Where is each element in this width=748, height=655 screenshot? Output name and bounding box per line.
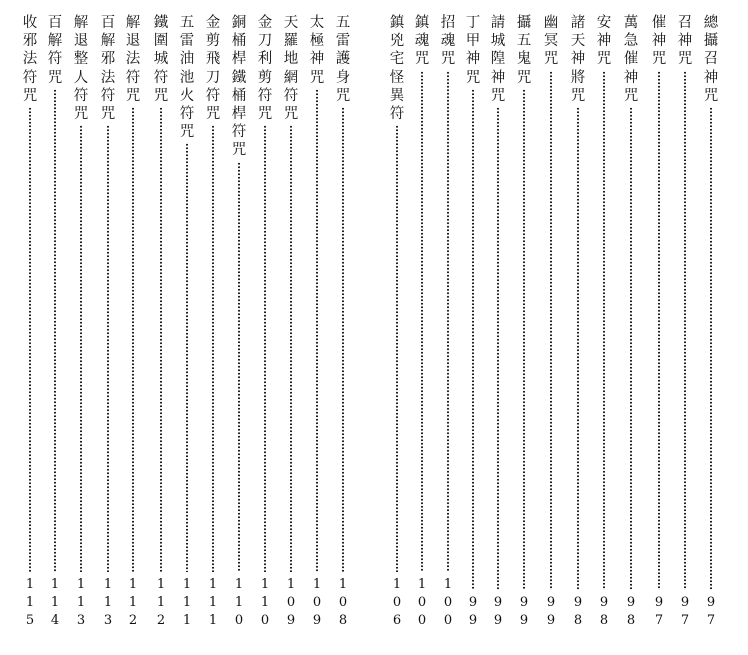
toc-entry-page-number: 1 1 3: [103, 577, 113, 628]
toc-entry[interactable]: [411, 14, 433, 630]
toc-entry-title: 鎮 兇 宅 怪 異 符: [389, 15, 405, 122]
dot-leader: [160, 107, 162, 572]
toc-entry-title: 催 神 咒: [651, 15, 667, 68]
dot-leader: [132, 107, 134, 572]
toc-entry-page-number: 1 1 0: [234, 577, 244, 628]
toc-entry-page-number: 1 1 0: [260, 577, 270, 628]
toc-entry[interactable]: [228, 14, 250, 630]
dot-leader: [603, 71, 605, 590]
dot-leader: [316, 89, 318, 572]
toc-entry-title: 金 剪 飛 刀 符 咒: [205, 15, 221, 122]
toc-entry-title: 百 解 符 咒: [47, 15, 63, 86]
dot-leader: [684, 71, 686, 590]
toc-entry-title: 解 退 整 人 符 咒: [73, 15, 89, 122]
toc-entry-page-number: 1 1 1: [208, 577, 218, 628]
toc-entry[interactable]: [386, 14, 408, 630]
toc-entry-title: 太 極 神 咒: [309, 15, 325, 86]
dot-leader: [577, 107, 579, 590]
toc-entry-title: 鐵 圍 城 符 咒: [153, 15, 169, 104]
dot-leader: [212, 125, 214, 572]
toc-entry-page-number: 1 1 4: [50, 577, 60, 628]
dot-leader: [497, 107, 499, 590]
toc-entry[interactable]: [674, 14, 696, 630]
toc-entry-title: 收 邪 法 符 咒: [22, 15, 38, 104]
toc-entry-page-number: 9 7: [706, 595, 716, 628]
dot-leader: [238, 162, 240, 573]
toc-entry[interactable]: [306, 14, 328, 630]
dot-leader: [396, 125, 398, 572]
toc-entry-title: 安 神 咒: [596, 15, 612, 68]
dot-leader: [29, 107, 31, 572]
toc-entry[interactable]: [97, 14, 119, 630]
toc-entry-page-number: 1 1 1: [182, 577, 192, 628]
toc-entry[interactable]: [487, 14, 509, 630]
dot-leader: [342, 107, 344, 572]
toc-entry-page-number: 1 0 9: [286, 577, 296, 628]
dot-leader: [264, 125, 266, 572]
toc-entry-page-number: 9 9: [519, 595, 529, 628]
toc-entry[interactable]: [280, 14, 302, 630]
toc-entry-page-number: 9 9: [546, 595, 556, 628]
dot-leader: [447, 71, 449, 572]
toc-entry-page-number: 1 1 2: [156, 577, 166, 628]
toc-entry-page-number: 9 7: [680, 595, 690, 628]
toc-entry-page-number: 1 0 9: [312, 577, 322, 628]
toc-entry[interactable]: [70, 14, 92, 630]
dot-leader: [550, 71, 552, 590]
toc-entry[interactable]: [462, 14, 484, 630]
toc-entry[interactable]: [567, 14, 589, 630]
toc-entry-page-number: 9 9: [468, 595, 478, 628]
toc-entry-page-number: 1 0 6: [392, 577, 402, 628]
toc-entry[interactable]: [176, 14, 198, 630]
toc-entry-page-number: 1 0 0: [443, 577, 453, 628]
toc-entry-page-number: 1 1 2: [128, 577, 138, 628]
dot-leader: [630, 107, 632, 590]
toc-entry-page-number: 9 8: [626, 595, 636, 628]
toc-entry[interactable]: [437, 14, 459, 630]
toc-entry-page-number: 9 7: [654, 595, 664, 628]
dot-leader: [107, 125, 109, 572]
toc-entry-title: 幽 冥 咒: [543, 15, 559, 68]
toc-entry-page-number: 9 8: [573, 595, 583, 628]
toc-entry-title: 總 攝 召 神 咒: [703, 15, 719, 104]
toc-entry[interactable]: [540, 14, 562, 630]
toc-entry[interactable]: [150, 14, 172, 630]
dot-leader: [290, 125, 292, 572]
toc-entry-title: 請 城 隍 神 咒: [490, 15, 506, 104]
toc-entry[interactable]: [648, 14, 670, 630]
toc-entry-title: 天 羅 地 網 符 咒: [283, 15, 299, 122]
dot-leader: [710, 107, 712, 590]
toc-entry-page-number: 1 1 5: [25, 577, 35, 628]
toc-entry-page-number: 1 1 3: [76, 577, 86, 628]
toc-entry-page-number: 1 0 8: [338, 577, 348, 628]
toc-entry[interactable]: [700, 14, 722, 630]
dot-leader: [54, 89, 56, 572]
toc-entry[interactable]: [620, 14, 642, 630]
toc-entry-page-number: 9 9: [493, 595, 503, 628]
toc-entry-page-number: 9 8: [599, 595, 609, 628]
toc-entry-title: 解 退 法 符 咒: [125, 15, 141, 104]
toc-entry[interactable]: [19, 14, 41, 630]
toc-entry-title: 五 雷 油 池 火 符 咒: [179, 15, 195, 141]
toc-entry[interactable]: [332, 14, 354, 630]
toc-entry-title: 攝 五 鬼 咒: [516, 15, 532, 86]
dot-leader: [80, 125, 82, 572]
toc-entry-title: 鎮 魂 咒: [414, 15, 430, 68]
toc-entry-title: 丁 甲 神 咒: [465, 15, 481, 86]
toc-entry-title: 百 解 邪 法 符 咒: [100, 15, 116, 122]
toc-entry-title: 招 魂 咒: [440, 15, 456, 68]
toc-entry-title: 萬 急 催 神 咒: [623, 15, 639, 104]
toc-entry[interactable]: [254, 14, 276, 630]
toc-entry[interactable]: [593, 14, 615, 630]
dot-leader: [472, 89, 474, 590]
dot-leader: [186, 143, 188, 572]
toc-entry-title: 諸 天 神 將 咒: [570, 15, 586, 104]
toc-entry[interactable]: [513, 14, 535, 630]
toc-entry[interactable]: [202, 14, 224, 630]
toc-entry-title: 銅 桶 桿 鐵 桶 桿 符 咒: [231, 15, 247, 159]
toc-entry[interactable]: [44, 14, 66, 630]
toc-entry-page-number: 1 0 0: [417, 577, 427, 628]
toc-entry[interactable]: [122, 14, 144, 630]
toc-entry-title: 金 刀 利 剪 符 咒: [257, 15, 273, 122]
toc-entry-title: 五 雷 護 身 咒: [335, 15, 351, 104]
toc-entry-title: 召 神 咒: [677, 15, 693, 68]
dot-leader: [421, 71, 423, 572]
dot-leader: [658, 71, 660, 590]
dot-leader: [523, 89, 525, 590]
